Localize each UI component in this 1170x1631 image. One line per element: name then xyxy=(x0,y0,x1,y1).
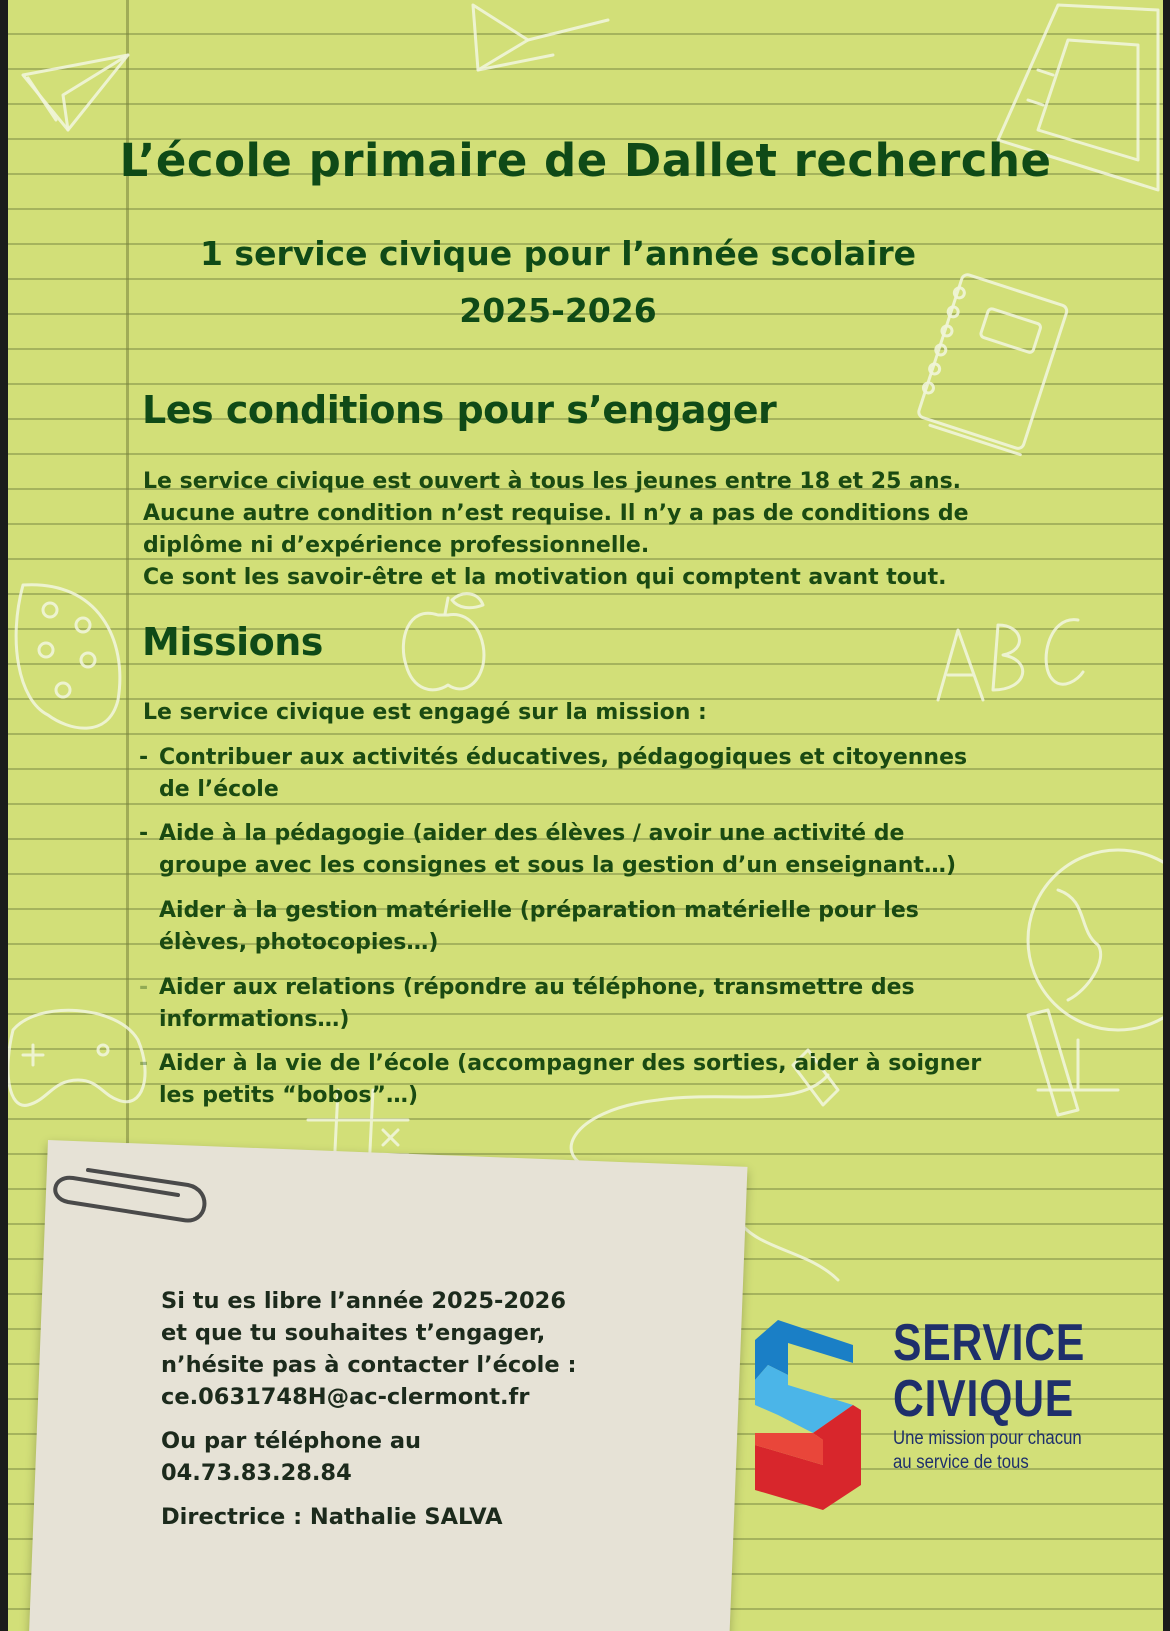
conditions-heading: Les conditions pour s’engager xyxy=(142,388,777,432)
bullet-dash: - xyxy=(139,821,149,846)
page-title: L’école primaire de Dallet recherche xyxy=(119,134,1052,187)
logo-line-1: SERVICE xyxy=(893,1314,1086,1372)
mission-item-line: Aider à la gestion matérielle (préparation matérielle pour les xyxy=(159,898,919,923)
logo-line-2: CIVIQUE xyxy=(893,1370,1075,1428)
contact-phone[interactable]: 04.73.83.28.84 xyxy=(161,1460,352,1486)
logo-wordmark xyxy=(893,1315,1085,1427)
palette-icon xyxy=(16,585,120,728)
contact-line: n’hésite pas à contacter l’école : xyxy=(161,1352,577,1378)
subtitle-line-1: 1 service civique pour l’année scolaire xyxy=(199,234,916,273)
conditions-line: Aucune autre condition n’est requise. Il n’y a pas de conditions de xyxy=(143,501,969,526)
mission-item xyxy=(139,1048,1099,1112)
mission-item-line: élèves, photocopies…) xyxy=(159,930,439,955)
game-controller-icon xyxy=(8,1010,145,1105)
paperclip-icon xyxy=(28,1140,228,1230)
bullet-dash: - xyxy=(139,1051,149,1076)
contact-block xyxy=(161,1285,721,1533)
contact-email[interactable]: ce.0631748H@ac-clermont.fr xyxy=(161,1384,530,1410)
contact-line: et que tu souhaites t’engager, xyxy=(161,1320,546,1346)
poster xyxy=(8,0,1163,1631)
mission-item xyxy=(139,818,1099,882)
phone-label: Ou par téléphone au xyxy=(161,1428,422,1454)
logo-tagline-1: Une mission pour chacun xyxy=(893,1428,1082,1449)
service-civique-emblem-icon xyxy=(743,1315,883,1515)
apple-icon xyxy=(403,594,484,690)
missions-heading: Missions xyxy=(142,620,323,664)
director-name: Directrice : Nathalie SALVA xyxy=(161,1504,503,1530)
service-civique-logo xyxy=(743,1315,1143,1515)
paper-plane-icon xyxy=(23,55,128,130)
mission-item-line: Aider à la vie de l’école (accompagner des sorties, aider à soigner xyxy=(159,1051,982,1076)
abc-letters-icon xyxy=(938,620,1083,700)
mission-item-line: Aider aux relations (répondre au téléphone, transmettre des xyxy=(159,975,915,1000)
mission-item xyxy=(139,742,1099,806)
subtitle-year: 2025-2026 xyxy=(459,291,657,330)
mission-item-line: Contribuer aux activités éducatives, pédagogiques et citoyennes xyxy=(159,745,968,770)
mission-item-line: les petits “bobos”…) xyxy=(159,1083,419,1108)
mission-item-line: de l’école xyxy=(159,777,279,802)
conditions-paragraph xyxy=(143,466,1103,594)
bullet-dash: - xyxy=(139,745,149,770)
conditions-line: diplôme ni d’expérience professionnelle. xyxy=(143,533,650,558)
mission-item-line: groupe avec les consignes et sous la gestion d’un enseignant…) xyxy=(159,853,957,878)
pencil-icon xyxy=(473,5,608,70)
mission-item xyxy=(139,895,1099,959)
bullet-dash: - xyxy=(139,975,149,1000)
mission-item-line: Aide à la pédagogie (aider des élèves / avoir une activité de xyxy=(159,821,905,846)
conditions-line: Le service civique est ouvert à tous les jeunes entre 18 et 25 ans. xyxy=(143,469,962,494)
subtitle xyxy=(138,225,978,339)
conditions-line: Ce sont les savoir-être et la motivation qui comptent avant tout. xyxy=(143,565,947,590)
contact-line: Si tu es libre l’année 2025-2026 xyxy=(161,1288,566,1314)
mission-item xyxy=(139,972,1099,1036)
mission-item-line: informations…) xyxy=(159,1007,350,1032)
logo-tagline xyxy=(893,1427,1082,1475)
logo-tagline-2: au service de tous xyxy=(893,1452,1029,1473)
missions-intro: Le service civique est engagé sur la mission : xyxy=(143,700,707,725)
